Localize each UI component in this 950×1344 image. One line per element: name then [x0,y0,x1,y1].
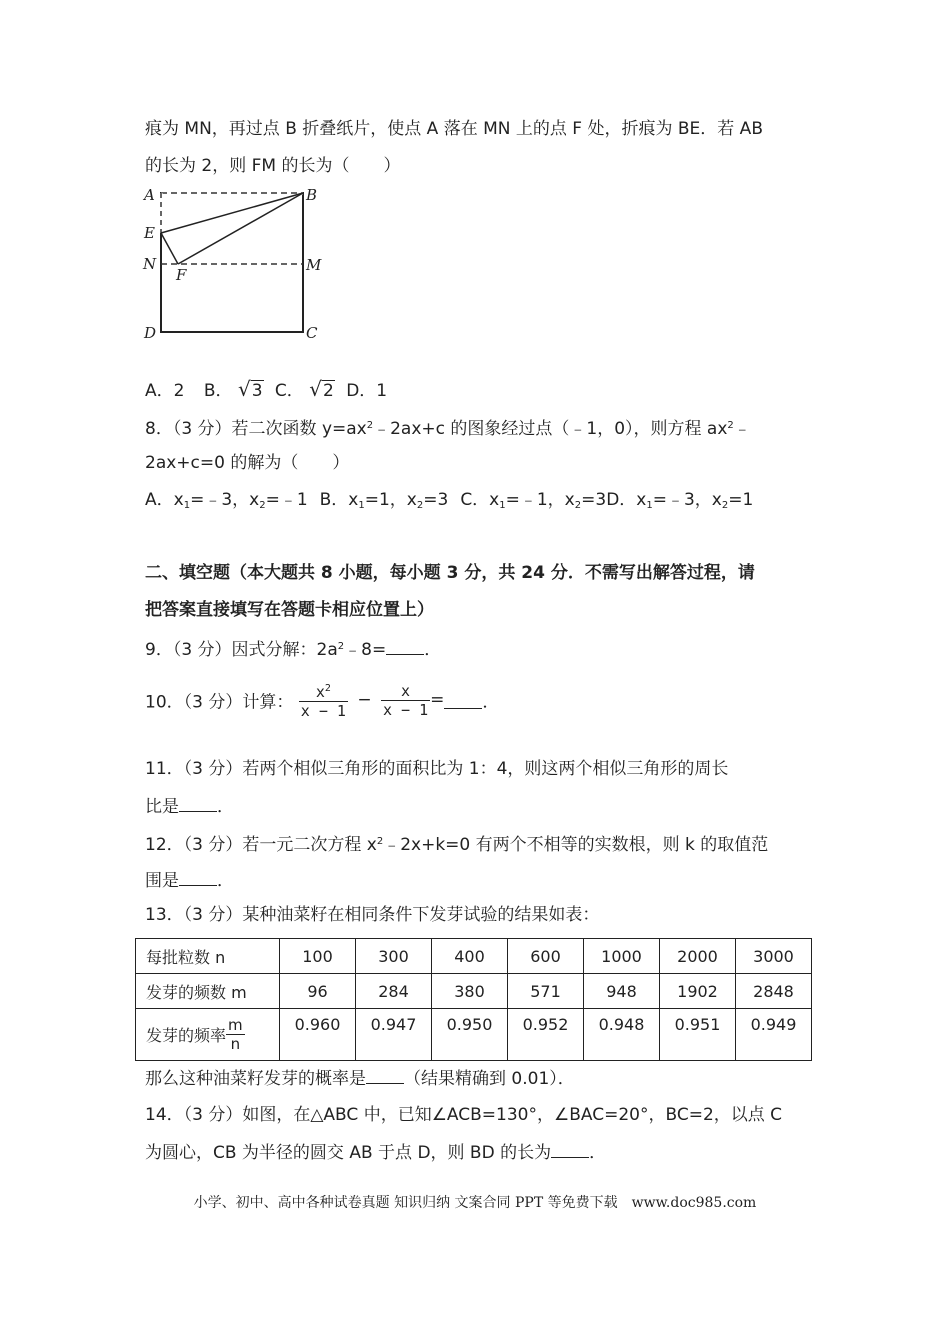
label-a: A [144,186,155,204]
q8-option-b: B．$x_1=1$，$x_2=3$ [319,490,449,511]
label-d: D [144,324,157,342]
fraction-m-over-n: $\frac{m}{n}$ [228,1016,243,1053]
label-m: M [306,256,322,274]
label-f: F [176,266,187,284]
q14-line1: 14．（3 分）如图，在△ABC 中，已知∠ACB=130°，∠BAC=20°，BC=2，以点 C [145,1105,783,1125]
q14-line2: 为圆心，CB 为半径的圆交 AB 于点 D，则 BD 的长为 ． [145,1143,607,1163]
crease-be [161,193,303,233]
q13-after: 那么这种油菜籽发芽的概率是 （结果精确到 0.01）． [145,1069,575,1089]
q11-line2: 比是 ． [145,797,234,817]
answer-blank [551,1141,589,1158]
label-n: N [143,255,157,273]
q12-line2: 围是 ． [145,871,234,891]
fraction-x-over-x-1: $\frac{x}{x - 1}$ [382,681,429,719]
answer-blank [444,692,482,709]
segment-fb [178,193,303,264]
fraction-x2-over-x-1: $\frac{x^2}{x - 1}$ [299,680,348,720]
segment-ef [161,233,178,264]
q7-options [145,378,387,402]
q11-line1: 11．（3 分）若两个相似三角形的面积比为 1：4，则这两个相似三角形的周长 [145,759,729,779]
q13-intro: 13．（3 分）某种油菜籽在相同条件下发芽试验的结果如表： [145,905,600,925]
germination-table [135,938,812,1061]
answer-blank [366,1067,404,1084]
q10: 10．（3 分）计算： $\frac{x^2}{x - 1}$ − $\frac{x}{x - 1}$ = ． [145,681,500,720]
table-row: 每批粒数 n 100 300 400 600 1000 2000 3000 [136,939,812,974]
q7-option-a: A．2 [145,381,185,401]
q7-line2: 的长为 2，则 FM 的长为（ ） [145,156,401,176]
q8-options [145,489,753,517]
answer-blank [179,869,217,886]
q7-option-b: B． [203,381,233,401]
q7-line1: 痕为 MN，再过点 B 折叠纸片，使点 A 落在 MN 上的点 F 处，折痕为 BE．若 AB [145,119,763,139]
row-header-rate: 发芽的频率 $\frac{m}{n}$ [136,1009,280,1061]
rectangle-abcd [161,193,303,332]
folding-rectangle-figure [138,183,328,343]
table-row: 发芽的频数 m 96 284 380 571 948 1902 2848 [136,974,812,1009]
q8-option-c: C．$x_1=﹣1$，$x_2=3$ [460,490,607,511]
answer-blank [386,638,424,655]
label-e: E [144,224,155,242]
q8-line2: 2ax+c=0 的解为（ ） [145,453,350,473]
q7-option-c: C． [274,381,304,401]
sqrt-icon: √3 [237,377,263,401]
row-header-germinated: 发芽的频数 m [136,974,280,1009]
section2-line2: 把答案直接填写在答题卡相应位置上） [145,600,434,620]
q8-option-a: A．$x_1=﹣3$，$x_2=﹣1$ [145,490,308,511]
sqrt-icon: √2 [309,377,334,401]
label-c: C [306,324,318,342]
page-footer: 小学、初中、高中各种试卷真题 知识归纳 文案合同 PPT 等免费下载 www.doc985.com [193,1195,757,1211]
label-b: B [306,186,318,204]
q12-line1: 12．（3 分）若一元二次方程 $x^2﹣2x+k=0$ 有两个不相等的实数根，则 k 的取值范 [145,835,769,855]
answer-blank [179,795,217,812]
section2-line1: 二、填空题（本大题共 8 小题，每小题 3 分，共 24 分．不需写出解答过程，请 [145,563,755,583]
q8-option-d: D．$x_1=﹣3$，$x_2=1$ [606,490,754,511]
q9: 9．（3 分）因式分解：$2a^2﹣8=$ ． [145,640,442,660]
row-header-batch: 每批粒数 n [136,939,280,974]
q7-option-d: D．1 [346,381,388,401]
q8-line1: 8．（3 分）若二次函数 $y=ax^2﹣2ax+c$ 的图象经过点（﹣1，0），则方程 $ax^2﹣$ [145,419,751,439]
table-row: 发芽的频率 $\frac{m}{n}$ 0.960 0.947 0.950 0.952 0.948 0.951 0.949 [136,1009,812,1061]
